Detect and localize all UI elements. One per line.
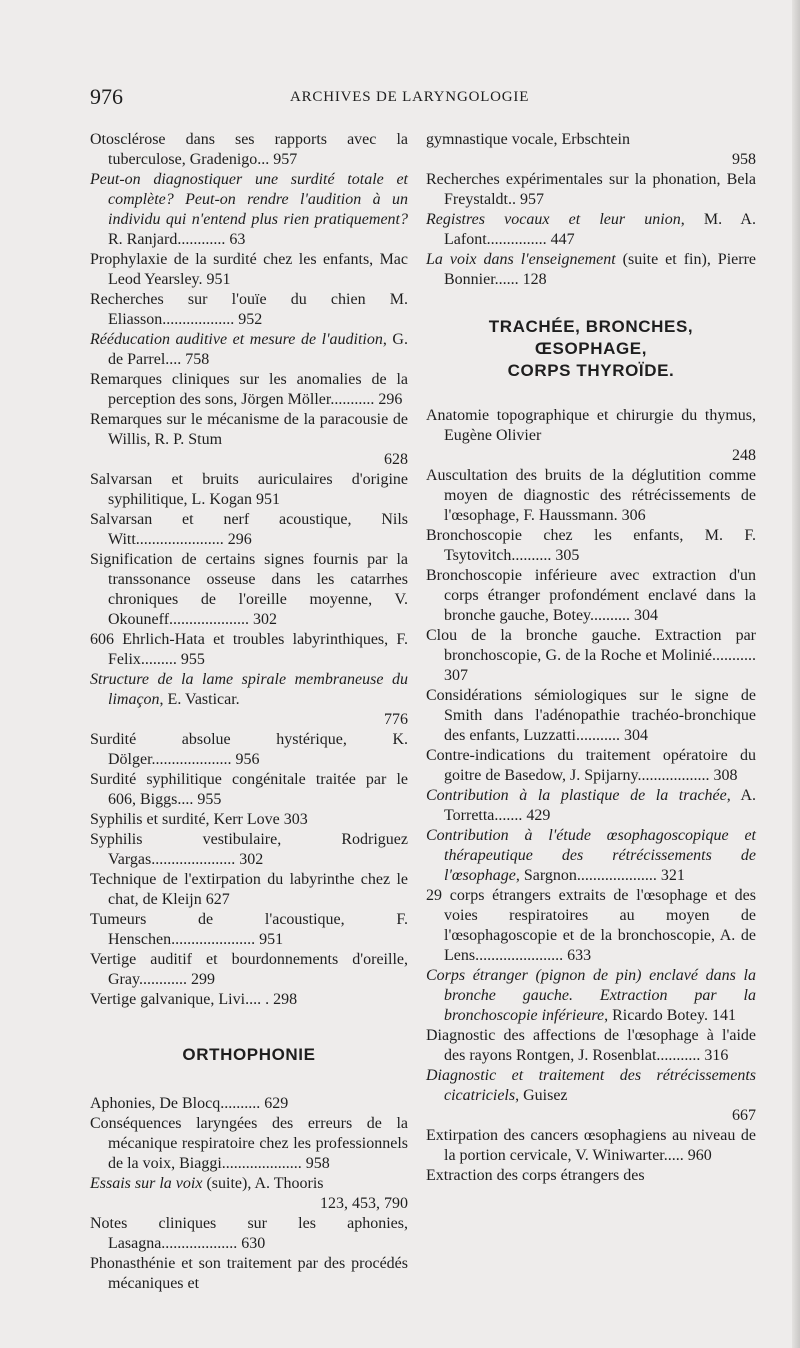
right-column <box>426 130 756 1186</box>
index-entry <box>426 406 756 466</box>
index-entry <box>90 810 408 830</box>
entry-text: Extraction des corps étrangers des <box>426 1167 645 1184</box>
entry-text: Tumeurs de l'acoustique, F. Henschen..................... 951 <box>90 911 408 948</box>
entry-text: Contre-indications du traitement opératoire du goitre de Basedow, J. Spijarny.................. 308 <box>426 747 756 784</box>
index-entry <box>90 630 408 670</box>
entry-text: Conséquences laryngées des erreurs de la mécanique respiratoire chez les professionnels de la voix, Biaggi.................... 958 <box>90 1115 408 1172</box>
index-entry <box>90 510 408 550</box>
entry-text: R. Ranjard............ 63 <box>108 231 246 248</box>
entry-text: Diagnostic des affections de l'œsophage à l'aide des rayons Rontgen, J. Rosenblat........... 316 <box>426 1027 756 1064</box>
entry-text: Technique de l'extirpation du labyrinthe chez le chat, de Kleijn 627 <box>90 871 408 908</box>
entry-text: , M. A. Lafont............... 447 <box>444 211 756 248</box>
entry-text: Signification de certains signes fournis par la transsonance osseuse dans les catarrhes chroniques de l'oreille moyenne, V. Okouneff.................... 302 <box>90 551 408 628</box>
entry-title-italic: La voix dans l'enseignement <box>426 251 616 268</box>
index-entry <box>426 1126 756 1166</box>
entry-title-italic: Contribution à l'étude œsophagoscopique et thérapeutique des rétrécissements de l'œsophage <box>426 827 756 884</box>
index-entry <box>426 1066 756 1126</box>
entry-text: Remarques cliniques sur les anomalies de la perception des sons, Jörgen Möller........... 296 <box>90 371 408 408</box>
entry-text: , A. Torretta....... 429 <box>444 787 757 824</box>
entry-page-ref: 248 <box>732 447 756 464</box>
entry-text: , E. Vasticar. <box>159 691 240 708</box>
left-entries <box>90 130 408 1010</box>
index-entry <box>426 686 756 746</box>
entry-title-italic: Peut-on diagnostiquer une surdité totale et complète? Peut-on rendre l'audition à un individu qui n'entend plus rien pratiquement? <box>90 171 408 228</box>
page-number: 976 <box>90 84 123 109</box>
index-entry <box>426 210 756 250</box>
entry-text: Phonasthénie et son traitement par des procédés mécaniques et <box>90 1255 408 1292</box>
index-entry <box>426 966 756 1026</box>
entry-text: Syphilis vestibulaire, Rodriguez Vargas..................... 302 <box>90 831 408 868</box>
index-entry <box>90 830 408 870</box>
index-entry <box>90 990 408 1010</box>
entry-page-ref: 667 <box>732 1107 756 1124</box>
section-heading-line: ŒSOPHAGE, <box>534 339 648 358</box>
page-header <box>90 84 780 112</box>
entry-text: Prophylaxie de la surdité chez les enfants, Mac Leod Yearsley. 951 <box>90 251 408 288</box>
entry-text: Surdité absolue hystérique, K. Dölger.................... 956 <box>90 731 408 768</box>
index-entry <box>90 730 408 770</box>
index-entry <box>90 170 408 250</box>
entry-text: , G. de Parrel.... 758 <box>108 331 408 368</box>
running-title: ARCHIVES DE LARYNGOLOGIE <box>290 89 530 105</box>
entry-text: , Ricardo Botey. 141 <box>604 1007 736 1024</box>
entry-text: Auscultation des bruits de la déglutition comme moyen de diagnostic des rétrécissements de l'œsophage, F. Haussmann. 306 <box>426 467 756 524</box>
entry-text: Surdité syphilitique congénitale traitée par le 606, Biggs.... 955 <box>90 771 408 808</box>
index-entry <box>426 170 756 210</box>
entry-page-ref: 776 <box>384 711 408 728</box>
entry-title-italic: Structure de la lame spirale membraneuse du limaçon <box>90 671 408 708</box>
entry-text: (suite), A. Thooris <box>202 1175 324 1192</box>
section-heading-orthophonie: ORTHOPHONIE <box>182 1045 316 1064</box>
entry-text: Recherches expérimentales sur la phonation, Bela Freystaldt.. 957 <box>426 171 756 208</box>
entry-text: Syphilis et surdité, Kerr Love 303 <box>90 811 308 828</box>
index-entry <box>426 1166 756 1186</box>
entry-page-ref: 123, 453, 790 <box>320 1195 408 1212</box>
entry-text: Salvarsan et nerf acoustique, Nils Witt...................... 296 <box>90 511 408 548</box>
index-entry <box>90 370 408 410</box>
entry-text: 606 Ehrlich-Hata et troubles labyrinthiques, F. Felix......... 955 <box>90 631 408 668</box>
entry-title-italic: Diagnostic et traitement des rétrécissements cicatriciels <box>426 1067 756 1104</box>
entry-text: Considérations sémiologiques sur le signe de Smith dans l'adénopathie trachéo-bronchique des enfants, Luzzatti........... 304 <box>426 687 756 744</box>
index-entry <box>426 886 756 966</box>
page-edge-shadow <box>792 0 800 1348</box>
index-entry <box>90 330 408 370</box>
left-column <box>90 130 408 1294</box>
trachee-entries <box>426 406 756 1186</box>
section-heading-line: CORPS THYROÏDE. <box>507 361 675 380</box>
index-entry <box>90 470 408 510</box>
entry-text: Notes cliniques sur les aphonies, Lasagna................... 630 <box>90 1215 408 1252</box>
index-entry <box>90 870 408 910</box>
entry-page-ref: 958 <box>732 151 756 168</box>
index-entry <box>90 1114 408 1174</box>
index-entry <box>426 250 756 290</box>
index-entry <box>90 770 408 810</box>
index-entry <box>426 130 756 170</box>
index-entry <box>426 466 756 526</box>
index-entry <box>90 550 408 630</box>
entry-text: Bronchoscopie chez les enfants, M. F. Tsytovitch.......... 305 <box>426 527 756 564</box>
index-entry <box>90 290 408 330</box>
index-entry <box>90 670 408 730</box>
entry-text: Recherches sur l'ouïe du chien M. Eliasson.................. 952 <box>90 291 408 328</box>
entry-text: Vertige galvanique, Livi.... . 298 <box>90 991 298 1008</box>
entry-title-italic: Essais sur la voix <box>90 1175 203 1192</box>
entry-text: , Sargnon.................... 321 <box>515 867 685 884</box>
entry-text: , Guisez <box>515 1087 568 1104</box>
entry-text: gymnastique vocale, Erbschtein <box>426 131 630 148</box>
entry-text: Aphonies, De Blocq.......... 629 <box>90 1095 289 1112</box>
entry-text: 29 corps étrangers extraits de l'œsophage et des voies respiratoires au moyen de l'œsophagoscopie et de la bronchoscopie, A. de Lens...................... 633 <box>426 887 756 964</box>
entry-text: Anatomie topographique et chirurgie du thymus, Eugène Olivier <box>426 407 756 444</box>
entry-title-italic: Corps étranger (pignon de pin) enclavé dans la bronche gauche. Extraction par la bronchoscopie inférieure <box>426 967 756 1024</box>
entry-text: Extirpation des cancers œsophagiens au niveau de la portion cervicale, V. Winiwarter..... 960 <box>426 1127 756 1164</box>
index-entry <box>90 910 408 950</box>
entry-title-italic: Contribution à la plastique de la trachée <box>426 787 727 804</box>
index-entry <box>426 826 756 886</box>
index-entry <box>426 526 756 566</box>
entry-text: Remarques sur le mécanisme de la paracousie de Willis, R. P. Stum <box>90 411 408 448</box>
index-entry <box>90 130 408 170</box>
index-entry <box>90 1094 408 1114</box>
entry-text: Vertige auditif et bourdonnements d'oreille, Gray............ 299 <box>90 951 408 988</box>
entry-text: Otosclérose dans ses rapports avec la tuberculose, Gradenigo... 957 <box>90 131 408 168</box>
index-entry <box>90 950 408 990</box>
entry-text: Clou de la bronche gauche. Extraction par bronchoscopie, G. de la Roche et Molinié........... 307 <box>426 627 756 684</box>
index-entry <box>426 746 756 786</box>
entry-text: (suite et fin), Pierre Bonnier...... 128 <box>444 251 756 288</box>
section-heading-trachee <box>426 316 756 382</box>
index-entry <box>426 1026 756 1066</box>
index-entry <box>90 410 408 470</box>
orthophonie-entries <box>90 1094 408 1294</box>
index-entry <box>90 1174 408 1214</box>
index-entry <box>426 626 756 686</box>
index-entry <box>426 786 756 826</box>
section-heading-line: TRACHÉE, BRONCHES, <box>488 317 694 336</box>
entry-text: Salvarsan et bruits auriculaires d'origine syphilitique, L. Kogan 951 <box>90 471 408 508</box>
entry-title-italic: Rééducation auditive et mesure de l'audition <box>90 331 383 348</box>
entry-title-italic: Registres vocaux et leur union <box>426 211 681 228</box>
index-entry <box>90 1254 408 1294</box>
entry-text: Bronchoscopie inférieure avec extraction d'un corps étranger profondément enclavé dans la bronche gauche, Botey.......... 304 <box>426 567 756 624</box>
entry-page-ref: 628 <box>384 451 408 468</box>
index-entry <box>426 566 756 626</box>
index-entry <box>90 250 408 290</box>
index-entry <box>90 1214 408 1254</box>
right-entries-continued <box>426 130 756 290</box>
